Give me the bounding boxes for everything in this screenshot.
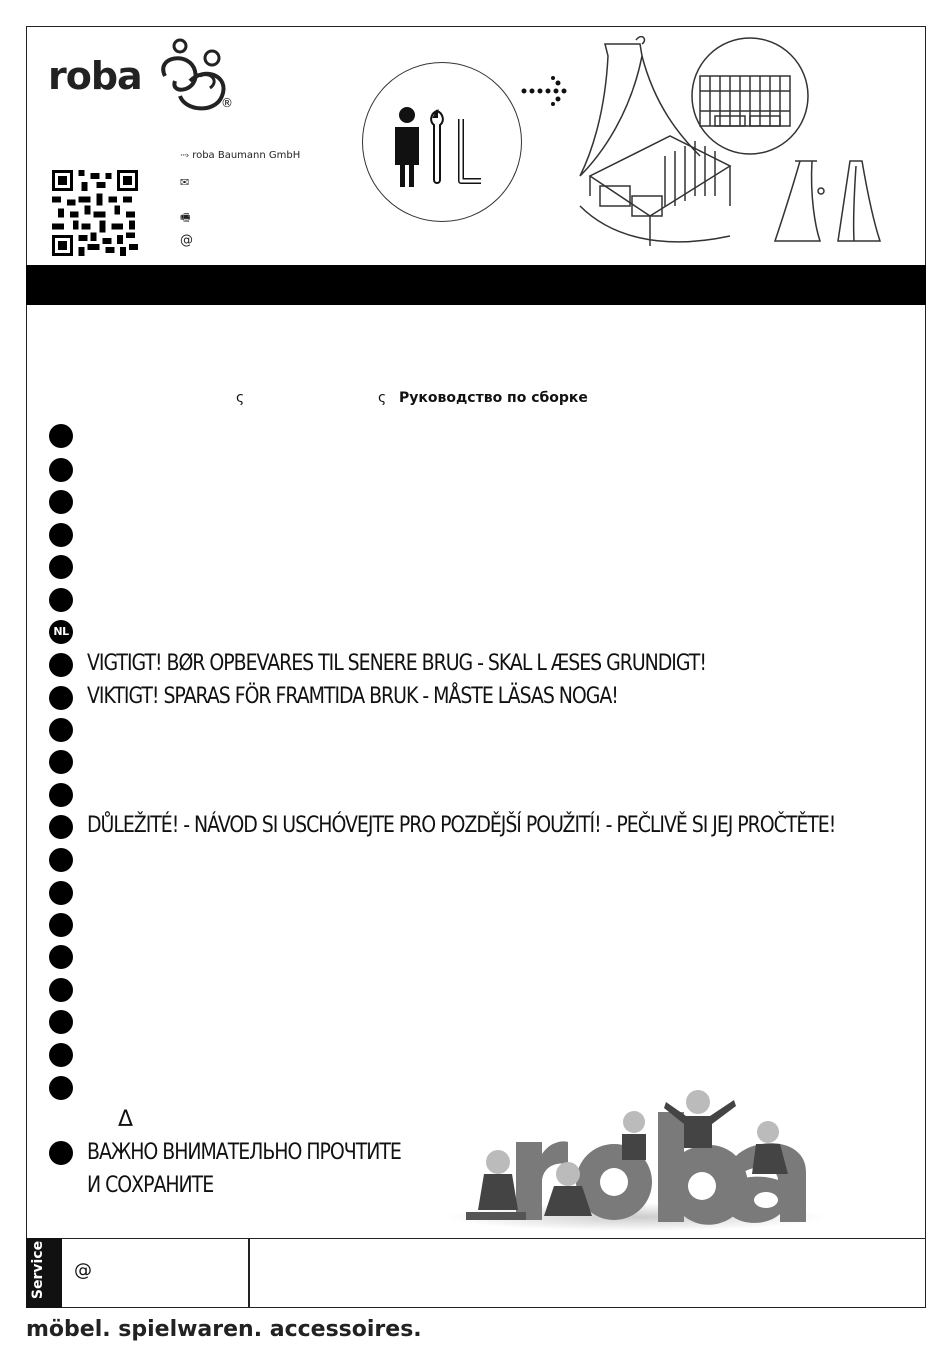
service-divider [248, 1238, 250, 1308]
language-bullet [49, 913, 73, 937]
language-bullet [49, 424, 73, 448]
language-bullet [49, 1076, 73, 1100]
cradle-illustration [570, 36, 915, 256]
subtitle-russian: Руководство по сборке [399, 390, 588, 406]
company-name [180, 150, 300, 161]
title-bar [26, 265, 926, 305]
footer-tagline: möbel. spielwaren. accessoires. [26, 1317, 422, 1342]
language-bullet-sv [49, 686, 73, 710]
service-box [26, 1238, 926, 1308]
language-bullet [49, 750, 73, 774]
qr-code[interactable] [52, 170, 138, 256]
warning-russian-line1: ВАЖНО ВНИМАТЕЛЬНО ПРОЧТИТЕ [87, 1140, 401, 1165]
warning-russian-line2: И СОХРАНИТЕ [87, 1173, 214, 1198]
delta-symbol: Δ [118, 1107, 134, 1132]
company-label: roba Baumann GmbH [192, 150, 301, 161]
subtitle-mark-1: ς [236, 390, 245, 406]
language-bullet [49, 1010, 73, 1034]
language-bullet [49, 588, 73, 612]
tools-required-circle [362, 62, 522, 222]
registered-mark: ® [221, 96, 233, 110]
subtitle-mark-2: ς [378, 390, 387, 406]
language-bullet [49, 523, 73, 547]
language-bullet-ru [49, 1141, 73, 1165]
warning-swedish: VIKTIGT! SPARAS FÖR FRAMTIDA BRUK - MÅSTE LÄSAS NOGA! [87, 684, 618, 709]
children-roba-letters-photo [436, 1082, 836, 1232]
roba-logo: roba [48, 54, 142, 98]
fax-icon: 🖷 [180, 211, 191, 224]
language-bullet [49, 1043, 73, 1067]
envelope-icon: ✉ [180, 176, 190, 189]
language-bullet [49, 458, 73, 482]
language-bullet-da [49, 653, 73, 677]
warning-czech: DŮLEŽITÉ! - NÁVOD SI USCHÓVEJTE PRO POZDĚJŠÍ POUŽITÍ! - PEČLIVĚ SI JEJ PROČTĚTE! [87, 813, 836, 838]
language-bullet [49, 881, 73, 905]
language-bullet [49, 848, 73, 872]
language-bullet-cs [49, 815, 73, 839]
language-bullet [49, 718, 73, 742]
tools-icon [363, 63, 523, 223]
language-bullet [49, 555, 73, 579]
language-bullet [49, 490, 73, 514]
language-bullet [49, 783, 73, 807]
service-email-at-icon[interactable]: @ [74, 1260, 92, 1281]
email-at-icon: @ [180, 233, 193, 248]
language-bullet [49, 945, 73, 969]
arrow-icon: ···› [180, 151, 189, 161]
language-bullet [49, 978, 73, 1002]
language-badge-nl: NL [49, 620, 73, 644]
warning-danish: VIGTIGT! BØR OPBEVARES TIL SENERE BRUG - SKAL L ÆSES GRUNDIGT! [87, 651, 706, 676]
service-label: Service [30, 1240, 46, 1300]
